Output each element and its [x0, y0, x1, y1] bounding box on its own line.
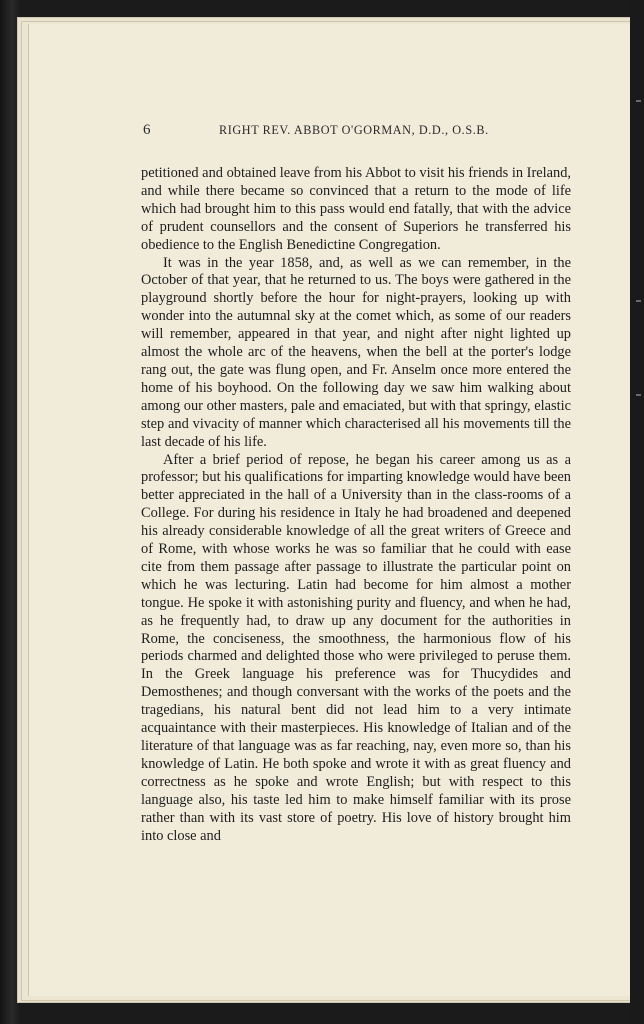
paragraph: After a brief period of repose, he began his career among us as a professor; but his qualifications for imparting knowledge would have been better appreciated in the hall of a University than in the class-rooms of a College. For during his residence in Italy he had broadened and deepened his already considerable knowledge of all the great writers of Greece and of Rome, with whose works he was so familiar that he could with ease cite from them passage after passage to illustrate the particular point on which he was lecturing. Latin had become for him almost a mother tongue. He spoke it with astonishing purity and fluency, and when he had, as he frequently had, to draw up any document for the authorities in Rome, the conciseness, the smoothness, the harmonious flow of his periods charmed and delighted those who were privileged to peruse them. In the Greek language his preference was for Thucydides and Demosthenes; and though conversant with the works of the poets and the tragedians, his natural bent did not lead him to a very intimate acquaintance with their masterpieces. His knowledge of Italian and of the literature of that language was as far reaching, nay, even more so, than his knowledge of Latin. He both spoke and wrote it with as great fluency and correctness as he spoke and wrote English; but with respect to this language also, his taste led him to make himself familiar with its prose rather than with its vast store of poetry. His love of history brought him into close and — [141, 451, 571, 844]
body-text — [141, 165, 571, 845]
paragraph: petitioned and obtained leave from his Abbot to visit his friends in Ireland, and while there became so convinced that a return to the mode of life which had brought him to this pass would end fatally, that with the advice of prudent counsellors and the consent of Superiors he transferred his obedience to the English Benedictine Congregation. — [141, 165, 571, 253]
page-header — [143, 122, 571, 139]
page-number: 6 — [143, 122, 151, 138]
margin-tick — [636, 100, 641, 102]
facing-page-edge — [630, 0, 644, 1024]
margin-tick — [636, 394, 641, 396]
margin-tick — [636, 300, 641, 302]
paragraph: It was in the year 1858, and, as well as we can remember, in the October of that year, that he returned to us. The boys were gathered in the playground shortly before the hour for night-prayers, looking up with wonder into the autumnal sky at the comet which, as some of our readers will remember, appeared in that year, and night after night lighted up almost the whole arc of the heavens, when the bell at the porter's lodge rang out, the gate was flung open, and Fr. Anselm once more entered the home of his boyhood. On the following day we saw him walking about among our other masters, pale and emaciated, but with that springy, elastic step and vivacity of manner which characterised all his movements till the last decade of his life. — [141, 254, 571, 450]
running-head: RIGHT REV. ABBOT O'GORMAN, D.D., O.S.B. — [219, 123, 489, 137]
